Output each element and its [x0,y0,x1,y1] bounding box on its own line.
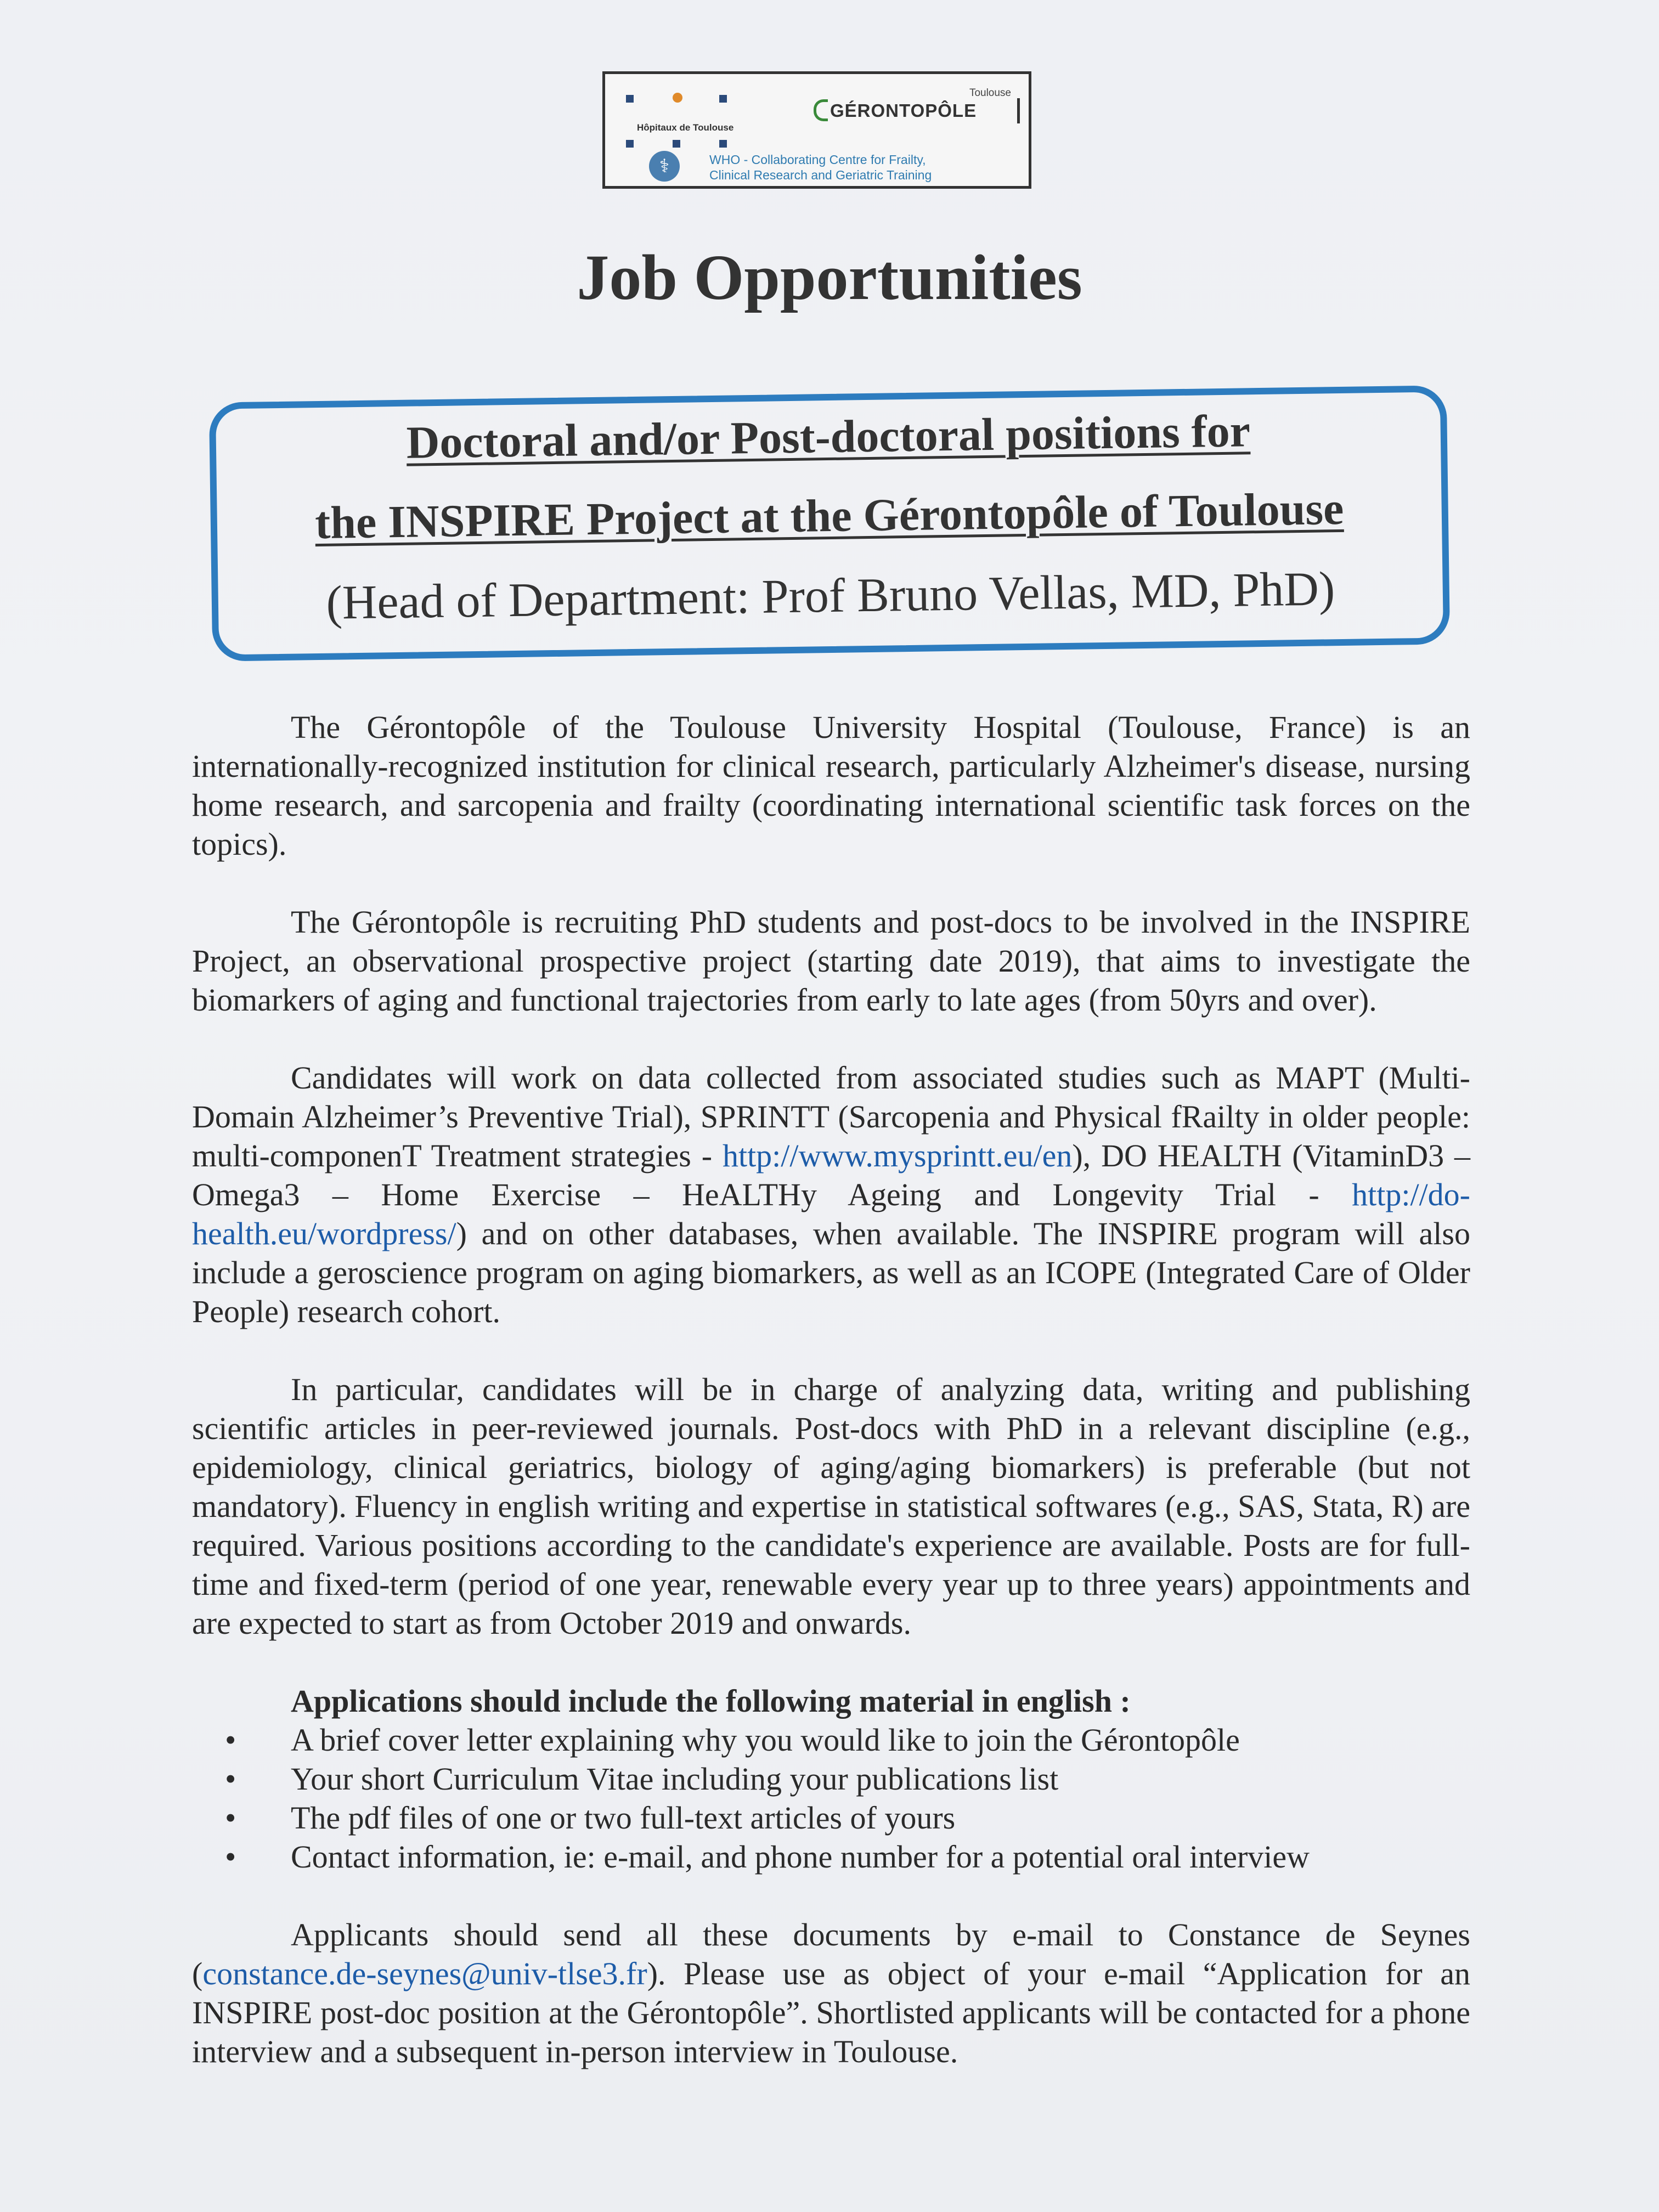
contact-email-link[interactable]: constance.de-seynes@univ-tlse3.fr [202,1956,647,1991]
who-line-1: WHO - Collaborating Centre for Frailty, [709,153,926,167]
list-item: • Contact information, ie: e-mail, and phone number for a potential oral interview [225,1839,1310,1875]
who-caption [709,152,932,183]
sprintt-link[interactable]: http://www.mysprintt.eu/en [722,1138,1073,1173]
who-emblem-icon: ⚕ [649,151,680,182]
list-item: • A brief cover letter explaining why you would like to join the Gérontopôle [225,1722,1240,1758]
banner-line-2: the INSPIRE Project at the Gérontopôle of Toulouse [314,483,1344,549]
page-title: Job Opportunities [577,241,1082,313]
hospital-logo [620,89,785,150]
list-item: • Your short Curriculum Vitae including your publications list [225,1761,1059,1797]
banner-line-3: (Head of Department: Prof Bruno Vellas, MD, PhD) [325,562,1335,630]
paragraph-studies: Candidates will work on data collected from associated studies such as MAPT (Multi-Domain Alzheimer’s Preventive Trial), SPRINTT (Sarcopenia and Physical fRailty in older people: multi-componenT Treatment strategies - http://www.mysprintt.eu/en), DO HEALTH (VitaminD3 – Omega3 – Home Exercise – HeALTHy Ageing and Longevity Trial - http://do-health.eu/wordpress/) and on other databases, when available. The INSPIRE program will also include a geroscience program on aging biomarkers, as well as an ICOPE (Integrated Care of Older People) research cohort. [192,1060,1470,1329]
applications-list [192,1720,1470,1876]
who-line-2: Clinical Research and Geriatric Training [709,168,932,182]
paragraph-intro: The Gérontopôle of the Toulouse University Hospital (Toulouse, France) is an internationally-recognized institution for clinical research, particularly Alzheimer's disease, nursing home research, and sarcopenia and frailty (coordinating international scientific task forces on the topics). [192,709,1470,862]
hospital-name: Hôpitaux de Toulouse [637,122,734,133]
applications-heading: Applications should include the following material in english : [291,1683,1131,1719]
banner-line-1: Doctoral and/or Post-doctoral positions for [406,405,1251,469]
paragraph-responsibilities: In particular, candidates will be in charge of analyzing data, writing and publishing scientific articles in peer-reviewed journals. Post-docs with PhD in a relevant discipline (e.g., epidemiology, clinical geriatrics, biology of aging/aging biomarkers) is preferable (but not mandatory). Fluency in english writing and expertise in statistical softwares (e.g., SAS, Stata, R) are required. Various positions according to the candidate's experience are available. Posts are for full-time and fixed-term (period of one year, renewable every year up to three years) appointments and are expected to start as from October 2019 and onwards. [192,1372,1470,1641]
gerontopole-name: GÉRONTOPÔLE [830,100,977,121]
gerontopole-mark-icon [814,99,828,121]
gerontopole-city: Toulouse [969,87,1011,99]
list-item: • The pdf files of one or two full-text articles of yours [225,1800,956,1836]
gerontopole-logo [814,87,1022,131]
do-health-link[interactable]: http://do-health.eu/wordpress/ [192,1177,1470,1251]
paragraph-recruiting: The Gérontopôle is recruiting PhD students and post-docs to be involved in the INSPIRE Project, an observational prospective project (starting date 2019), that aims to investigate the biomarkers of aging and functional trajectories from early to late ages (from 50yrs and over). [192,904,1470,1018]
body-text [192,708,1470,2110]
position-banner [209,385,1450,661]
paragraph-closing: Applicants should send all these documents by e-mail to Constance de Seynes (constance.de-seynes@univ-tlse3.fr). Please use as object of your e-mail “Application for an INSPIRE post-doc position at the Gérontopôle”. Shortlisted applicants will be contacted for a phone interview and a subsequent in-person interview in Toulouse. [192,1917,1470,2069]
logo-header [602,71,1031,189]
